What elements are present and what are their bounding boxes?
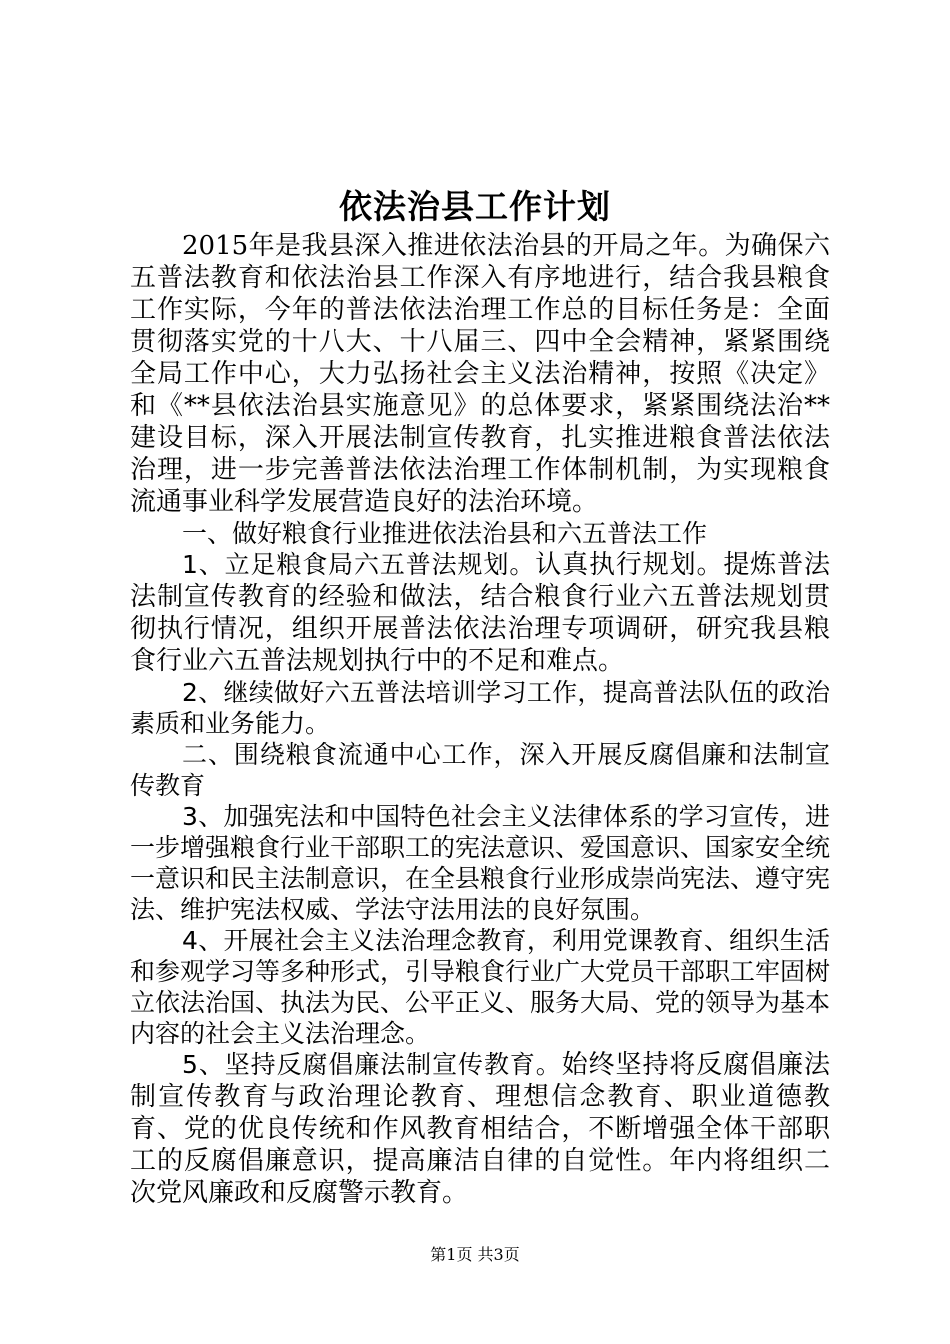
- body-paragraph: [130, 739, 830, 801]
- body-paragraph: [130, 230, 830, 518]
- paragraph-text: 2、继续做好六五普法培训学习工作，提高普法队伍的政治素质和业务能力。: [130, 678, 830, 738]
- body-paragraph: [130, 518, 830, 549]
- paragraph-text: 二、围绕粮食流通中心工作，深入开展反腐倡廉和法制宣传教育: [130, 740, 830, 800]
- paragraph-text: 1、立足粮食局六五普法规划。: [182, 550, 536, 579]
- paragraph-text: 4、开展社会主义法治理念教育，利用党课教育、组织生活和参观学习等多种形式，引导粮食行业广大党员干部职工牢固树立依法治国、执法为民、公平正义、服务大局、党的领导为基本内容的社会主义法治理念。: [130, 926, 831, 1048]
- paragraph-text: 3、加强宪法和中国特色社会主义法律体系的学习宣传，进一步增强粮食行业干部职工的宪法意识、爱国意识、国家安全统一意识和民主法制意识，在全县粮食行业形成崇尚宪法、遵守宪法、维护宪法权威、学法守法用法的良好氛围。: [130, 802, 831, 924]
- page-footer: 第1页 共3页: [430, 1245, 520, 1264]
- body-paragraph: [130, 677, 830, 739]
- body-paragraph: [130, 1049, 830, 1209]
- body-paragraph: [130, 549, 830, 677]
- paragraph-text: 认真执行规划。提炼普法法制宣传教育的经验和做法，结合粮食行业六五普法规划贯彻执行情况，组织开展普法依法治理专项调研，研究我县粮食行业六五普法规划执行中的不足和难点。: [130, 550, 830, 676]
- document-title: 依法治县工作计划: [339, 187, 611, 226]
- body-paragraph: [130, 925, 830, 1049]
- paragraph-text: 2015年是我县深入推进依法治县的开局之年。为确保六五普法教育和依法治县工作深入有序地进行，结合我县粮食工作实际，今年的普法依法治理工作总的目标任务是：全面贯彻落实党的十八大、十八届三、四中全会精神，紧紧围绕全局工作中心，大力弘扬社会主义法治精神，按照《决定》和《**县依法治县实施意见》的总体要求，紧紧围绕法治**建设目标，深入开展法制宣传教育，扎实推进粮食普法依法治理，进一步完善普法依法治理工作体制机制，为实现粮食流通事业科学发展营造良好的法治环境。: [130, 231, 830, 517]
- body-paragraph: [130, 801, 830, 925]
- document-body: [130, 230, 830, 1209]
- paragraph-text: 一、做好粮食行业推进依法治县和六五普法工作: [182, 519, 708, 548]
- paragraph-text: 5、坚持反腐倡廉法制宣传教育。: [182, 1050, 562, 1079]
- paragraph-text: 始终坚持将反腐倡廉法制宣传教育与政治理论教育、理想信念教育、职业道德教育、党的优良传统和作风教育相结合，不断增强全体干部职工的反腐倡廉意识，提高廉洁自律的自觉性。年内将组织二次党风廉政和反腐警示教育。: [130, 1050, 830, 1208]
